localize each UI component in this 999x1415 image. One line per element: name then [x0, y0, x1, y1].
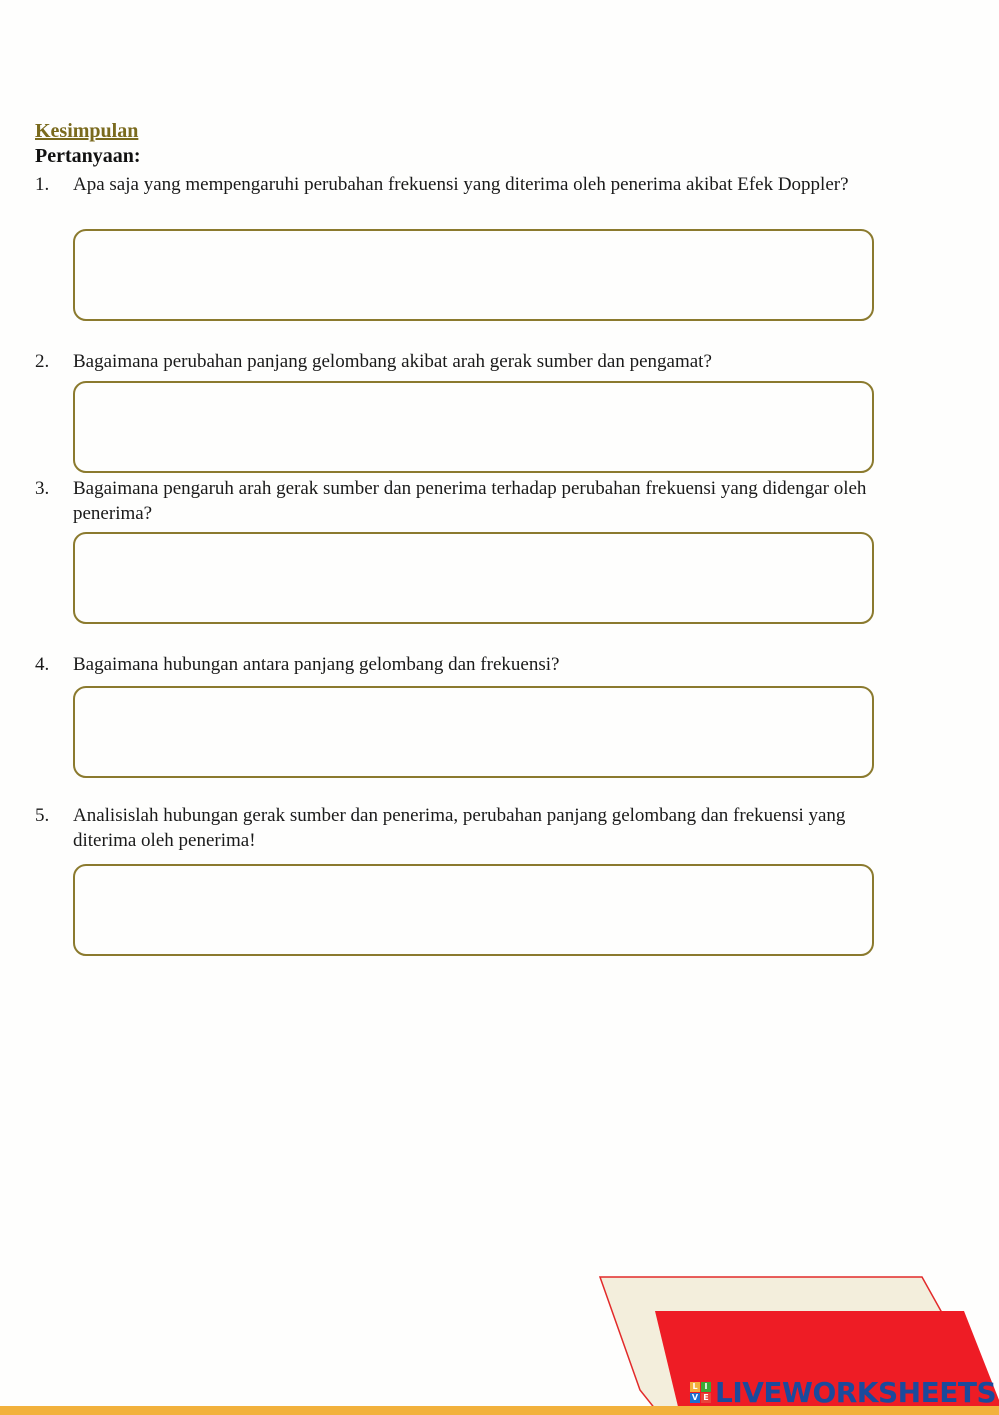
answer-box-5[interactable]: [73, 864, 874, 956]
question-text: Apa saja yang mempengaruhi perubahan frekuensi yang diterima oleh penerima akibat Efek Doppler?: [73, 174, 849, 195]
question-1: [35, 172, 885, 197]
question-5: [35, 803, 885, 853]
question-number: 1.: [35, 174, 50, 195]
question-number: 4.: [35, 654, 50, 675]
question-number: 5.: [35, 805, 50, 826]
question-text: Bagaimana perubahan panjang gelombang akibat arah gerak sumber dan pengamat?: [73, 351, 712, 372]
question-text: Bagaimana pengaruh arah gerak sumber dan penerima terhadap perubahan frekuensi yang didengar oleh penerima?: [73, 478, 867, 524]
question-number: 3.: [35, 478, 50, 499]
answer-box-2[interactable]: [73, 381, 874, 473]
question-text: Bagaimana hubungan antara panjang gelombang dan frekuensi?: [73, 654, 560, 675]
logo-letter: V: [691, 1392, 699, 1402]
answer-box-4[interactable]: [73, 686, 874, 778]
brand-logo-icon: [690, 1382, 711, 1403]
question-4: [35, 652, 885, 677]
logo-letter: I: [701, 1382, 711, 1392]
liveworksheets-logo[interactable]: [690, 1374, 996, 1410]
brand-name: LIVEWORKSHEETS: [715, 1375, 997, 1409]
logo-letter: L: [690, 1382, 700, 1392]
question-2: [35, 349, 885, 374]
questions-heading: Pertanyaan:: [35, 145, 141, 167]
question-3: [35, 476, 885, 526]
section-title: Kesimpulan: [35, 120, 139, 142]
question-text: Analisislah hubungan gerak sumber dan penerima, perubahan panjang gelombang dan frekuensi yang diterima oleh penerima!: [73, 805, 846, 851]
logo-letter: E: [701, 1393, 711, 1403]
answer-box-1[interactable]: [73, 229, 874, 321]
answer-box-3[interactable]: [73, 532, 874, 624]
question-number: 2.: [35, 351, 50, 372]
